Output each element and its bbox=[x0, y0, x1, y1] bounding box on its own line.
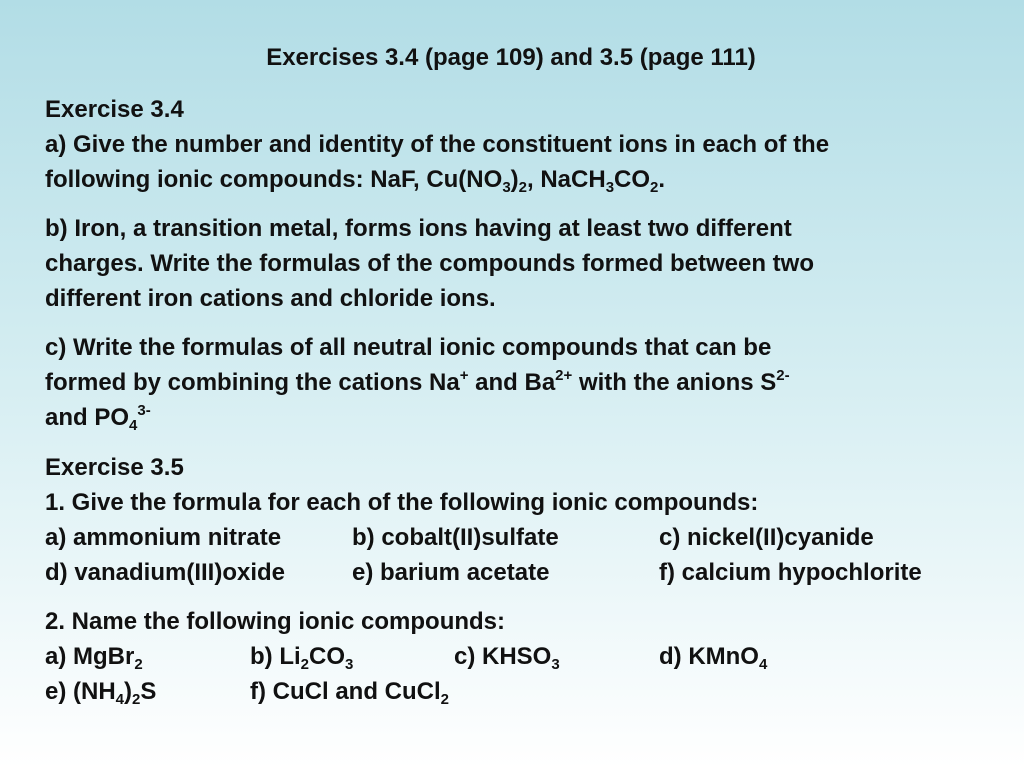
ex34-b-line3: different iron cations and chloride ions. bbox=[45, 285, 496, 312]
exercise-3-5-part-1 bbox=[45, 450, 985, 590]
ex35-q2-item-c: c) $KHSO_3$ bbox=[454, 643, 560, 673]
exercise-3-4-part-c bbox=[45, 330, 985, 435]
ex35-q2-item-d: d) KMnO$_4$ bbox=[659, 643, 768, 673]
ex35-q1-row-2 bbox=[45, 555, 985, 590]
ex35-q2-item-a: a) MgBr$_2$ bbox=[45, 643, 143, 673]
ex35-q2-row-1 bbox=[45, 639, 985, 674]
ex35-q2-row-2 bbox=[45, 674, 985, 709]
slide-title: Exercises 3.4 (page 109) and 3.5 (page 111) bbox=[266, 44, 756, 71]
ex35-q1-item-f: f) calcium hypochlorite bbox=[659, 559, 922, 586]
exercise-3-5-heading: Exercise 3.5 bbox=[45, 454, 184, 481]
ex35-q1-item-a: a) ammonium nitrate bbox=[45, 524, 282, 551]
ex35-question-2: 2. Name the following ionic compounds: bbox=[45, 608, 506, 635]
ex35-question-1: 1. Give the formula for each of the following ionic compounds: bbox=[45, 489, 759, 516]
ex35-q2-item-f: f) CuCl and CuCl$_2$ bbox=[250, 678, 449, 708]
ex34-b-line2: charges. Write the formulas of the compounds formed between two bbox=[45, 250, 814, 277]
exercise-3-4-part-a bbox=[45, 92, 985, 197]
ex34-a-line2: following ionic compounds: NaF, $Cu(NO_3)_2$, $NaCH_3CO_2$. bbox=[45, 166, 666, 196]
ex35-q1-row-1 bbox=[45, 520, 985, 555]
ex35-q1-item-b: b) cobalt(II)sulfate bbox=[352, 524, 559, 551]
ex34-b-line1: b) Iron, a transition metal, forms ions having at least two different bbox=[45, 215, 792, 242]
exercise-3-4-heading: Exercise 3.4 bbox=[45, 96, 184, 123]
exercise-3-4-part-b bbox=[45, 211, 985, 316]
ex34-c-line1: c) Write the formulas of all neutral ionic compounds that can be bbox=[45, 334, 772, 361]
ex34-a-line1: a) Give the number and identity of the constituent ions in each of the bbox=[45, 131, 830, 158]
ex35-q1-item-d: d) vanadium(III)oxide bbox=[45, 559, 286, 586]
ex35-q2-item-b: b) $Li_2CO_3$ bbox=[250, 643, 354, 673]
ex34-c-line3: and $PO_4^{3-}$ bbox=[45, 402, 151, 434]
ex35-q1-item-c: c) nickel(II)cyanide bbox=[659, 524, 874, 551]
exercise-3-5-part-2 bbox=[45, 604, 985, 709]
ex34-c-line2: formed by combining the cations Na+ and $Ba^{2+}$ with the anions $S^{2-}$ bbox=[45, 367, 790, 396]
ex35-q1-item-e: e) barium acetate bbox=[352, 559, 550, 586]
slide bbox=[45, 0, 985, 768]
ex35-q2-item-e: e) $(NH_4)_2S$ bbox=[45, 678, 157, 708]
